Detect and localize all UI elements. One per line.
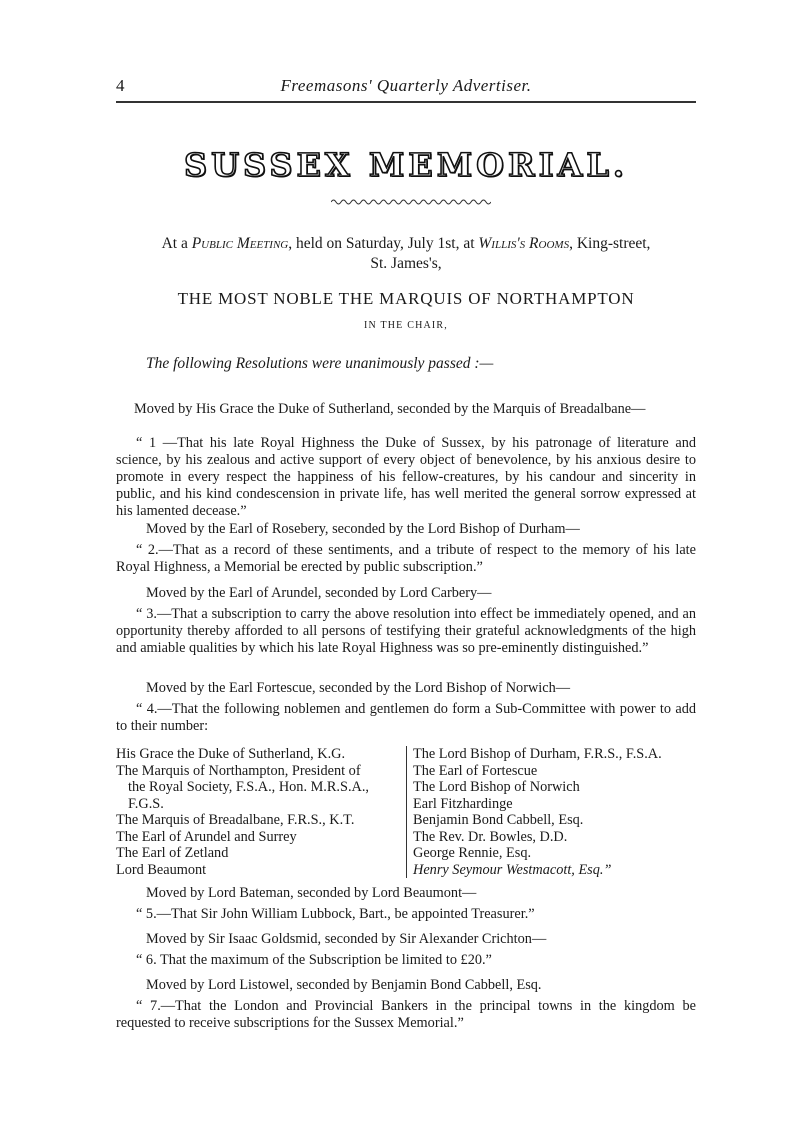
committee-member: The Marquis of Northampton, President of <box>116 762 361 779</box>
committee-member: The Lord Bishop of Durham, F.R.S., F.S.A. <box>413 746 662 762</box>
committee-member: The Earl of Arundel and Surrey <box>116 828 297 845</box>
resolution-3-moved: Moved by the Earl of Arundel, seconded by Lord Carbery— <box>146 585 492 601</box>
meeting-line-1 <box>116 234 696 254</box>
committee-member: His Grace the Duke of Sutherland, K.G. <box>116 746 346 762</box>
running-header <box>116 76 696 100</box>
committee-member: Lord Beaumont <box>116 861 207 878</box>
committee-right-column <box>406 746 698 878</box>
meeting-line-2: St. James's, <box>370 255 442 272</box>
public-meeting-label: Public Meeting <box>191 235 289 252</box>
committee-member-continued: F.G.S. <box>128 795 164 812</box>
meeting-venue: Willis's Rooms <box>478 235 570 252</box>
resolutions-intro: The following Resolutions were unanimously passed :— <box>146 355 494 372</box>
chairman-line: THE MOST NOBLE THE MARQUIS OF NORTHAMPTON <box>177 289 635 308</box>
resolution-4 <box>116 701 696 735</box>
committee-member-continued: the Royal Society, F.S.A., Hon. M.R.S.A., <box>128 779 369 795</box>
resolution-7 <box>116 998 696 1032</box>
committee-member: The Earl of Zetland <box>116 845 229 861</box>
resolution-5-moved: Moved by Lord Bateman, seconded by Lord Beaumont— <box>146 885 477 901</box>
resolution-5-text: “ 5.—That Sir John William Lubbock, Bart., be appointed Treasurer.” <box>136 906 535 922</box>
meeting-date: , held on Saturday, July 1st, at <box>288 235 479 252</box>
header-rule <box>116 101 696 103</box>
page-title: SUSSEX MEMORIAL. <box>183 146 629 184</box>
resolution-2-moved: Moved by the Earl of Rosebery, seconded by the Lord Bishop of Durham— <box>146 521 580 537</box>
committee-member: The Marquis of Breadalbane, F.R.S., K.T. <box>116 812 355 828</box>
committee-member: Henry Seymour Westmacott, Esq.” <box>413 861 612 878</box>
resolution-6-moved: Moved by Sir Isaac Goldsmid, seconded by Sir Alexander Crichton— <box>146 931 547 947</box>
meeting-street: , King-street, <box>569 235 651 252</box>
committee-member: Earl Fitzhardinge <box>413 795 513 812</box>
running-title: Freemasons' Quarterly Advertiser. <box>280 76 532 95</box>
resolution-6-text: “ 6. That the maximum of the Subscription be limited to £20.” <box>136 952 492 968</box>
resolution-4-moved: Moved by the Earl Fortescue, seconded by the Lord Bishop of Norwich— <box>146 680 571 696</box>
resolution-1-moved: Moved by His Grace the Duke of Sutherland, seconded by the Marquis of Breadalbane— <box>134 401 646 417</box>
resolution-5 <box>116 906 696 923</box>
wavy-ornament-icon <box>331 198 491 206</box>
committee-member: George Rennie, Esq. <box>413 845 532 861</box>
resolution-2 <box>116 542 696 576</box>
resolution-6 <box>116 952 696 969</box>
meeting-prefix: At a <box>161 235 192 252</box>
resolution-7-moved: Moved by Lord Listowel, seconded by Benjamin Bond Cabbell, Esq. <box>146 977 542 993</box>
resolution-7-text: “ 7.—That the London and Provincial Bankers in the principal towns in the kingdom be requested to receive subscriptions for the Sussex Memorial.” <box>116 998 696 1031</box>
in-chair-label: IN THE CHAIR, <box>363 320 449 331</box>
resolution-1-text: “ 1 —That his late Royal Highness the Duke of Sussex, by his patronage of literature and science, by his zealous and active support of every object of benevolence, by his anxious desire to promote in every respect the happiness of his fellow-creatures, by his candour and sincerity in public, and his kind condescension in private life, has well merited the general sorrow expressed at his lamented decease.” <box>116 435 696 519</box>
resolution-1 <box>116 435 696 520</box>
committee-member: The Lord Bishop of Norwich <box>413 779 580 795</box>
resolution-2-text: “ 2.—That as a record of these sentiments, and a tribute of respect to the memory of his late Royal Highness, a Memorial be erected by public subscription.” <box>116 542 696 575</box>
resolution-3 <box>116 606 696 657</box>
page-number: 4 <box>116 76 125 95</box>
resolution-4-text: “ 4.—That the following noblemen and gentlemen do form a Sub-Committee with power to add to their number: <box>116 701 696 734</box>
resolution-3-text: “ 3.—That a subscription to carry the above resolution into effect be immediately opened, and an opportunity thereby afforded to all persons of testifying their grateful acknowledgments of the high and amiable qualities by which his late Royal Highness was so pre-eminently distinguished.” <box>116 606 696 656</box>
meeting-details <box>116 234 696 274</box>
committee-member: The Earl of Fortescue <box>413 762 538 779</box>
committee-member: The Rev. Dr. Bowles, D.D. <box>413 828 568 845</box>
committee-left-column <box>116 746 401 878</box>
committee-member: Benjamin Bond Cabbell, Esq. <box>413 812 584 828</box>
